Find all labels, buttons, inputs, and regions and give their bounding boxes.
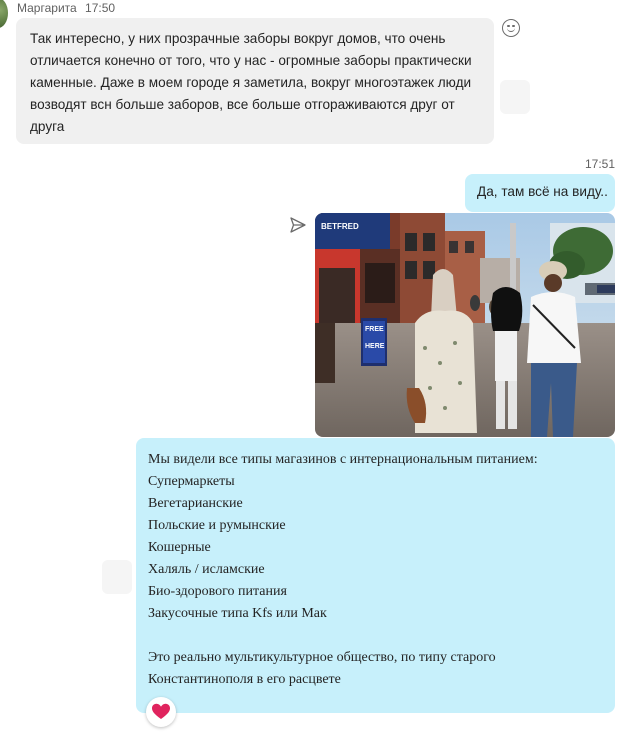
message-line: Вегетарианские [148,496,243,511]
board-text-line: HERE [365,343,385,350]
message-header [17,1,120,15]
board-text-line: FREE [365,326,384,333]
message-line: Супермаркеты [148,474,235,489]
message-line: Био-здорового питания [148,584,287,599]
message-line: Кошерные [148,540,211,555]
message-line [148,625,615,647]
message-line: каменные. Даже в моем городе я заметила, вокруг многоэтажек люди [30,75,472,90]
incoming-message-bubble[interactable] [16,18,494,144]
sender-avatar[interactable] [0,0,8,28]
message-time: 17:50 [85,1,116,15]
add-reaction-smiley-icon[interactable] [502,19,520,37]
outgoing-message-bubble[interactable]: Да, там всё на виду.. [465,174,615,212]
message-line: Халяль / исламские [148,562,265,577]
message-line: Польские и румынские [148,518,286,533]
outgoing-time: 17:51 [584,157,615,171]
message-line: отличается конечно от того, что у нас - огромные заборы практически [30,53,472,68]
message-line: Константинополя в его расцвете [148,672,341,687]
street-photo-image [315,213,615,437]
message-line: возводят всн больше заборов, все больше отгораживаются друг от [30,97,455,112]
message-line: Это реально мультикультурное общество, по типу старого [148,650,496,665]
heart-reaction-badge[interactable] [146,697,176,727]
message-line: друга [30,119,65,134]
sender-name: Маргарита [17,1,77,15]
message-line: Мы видели все типы магазинов с интернациональным питанием: [148,452,538,467]
shop-sign-text: BETFRED [321,222,359,231]
shared-photo[interactable] [315,213,615,437]
message-line: Закусочные типа Kfs или Мак [148,606,327,621]
heart-icon [151,702,171,722]
outgoing-long-message-bubble[interactable] [136,438,615,713]
sent-status-send-icon [289,216,307,234]
hover-actions-placeholder [500,80,530,114]
message-line: Так интересно, у них прозрачные заборы вокруг домов, что очень [30,31,446,46]
hover-actions-placeholder [102,560,132,594]
